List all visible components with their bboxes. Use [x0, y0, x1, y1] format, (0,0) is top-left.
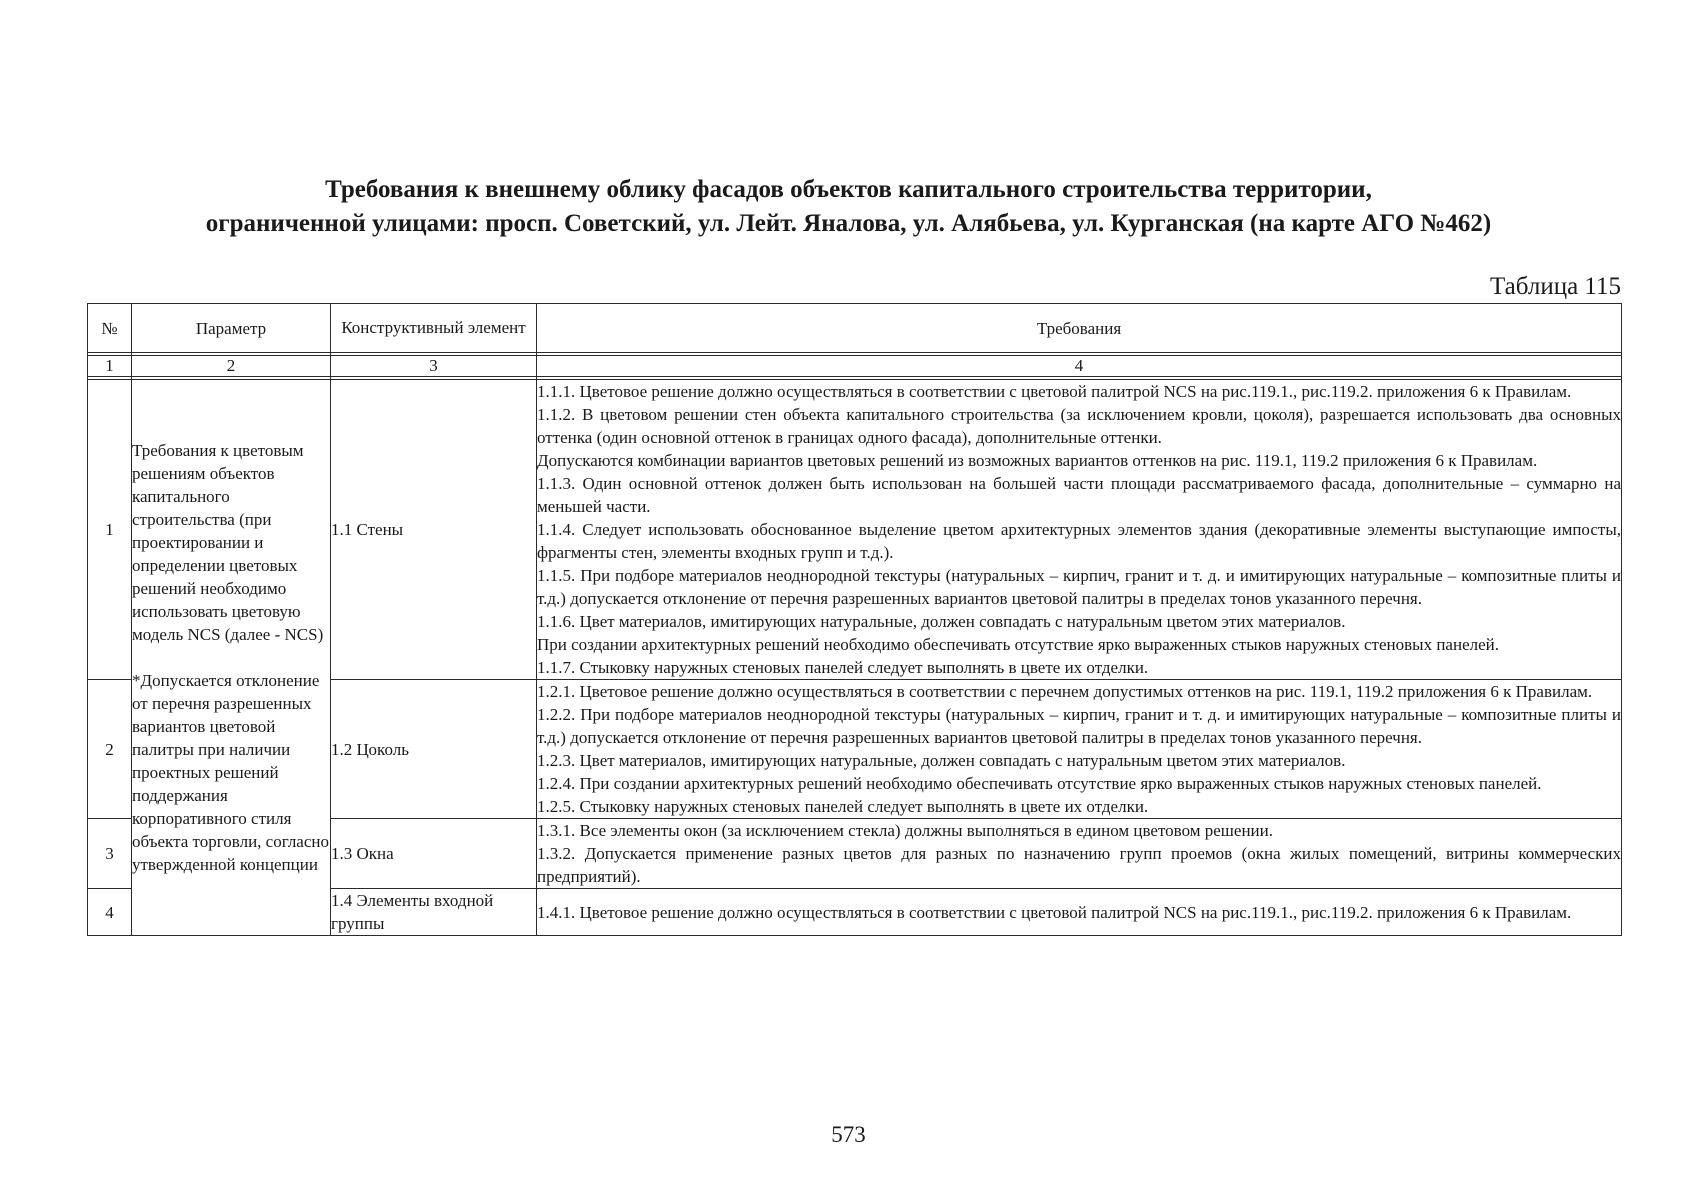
- requirement-item: 1.1.4. Следует использовать обоснованное выделение цветом архитектурных элементов здания (декоративные элементы выступающие импосты, фрагменты стен, элементы входных групп и т.д.).: [537, 520, 1621, 562]
- requirement-item: 1.1.2. В цветовом решении стен объекта капитального строительства (за исключением кровли, цоколя), разрешается использовать два основных оттенка (один основной оттенок в границах одного фасада), дополнительные оттенки.: [537, 405, 1621, 447]
- requirements-cell: [537, 680, 1622, 819]
- title-line-2: ограниченной улицами: просп. Советский, ул. Лейт. Яналова, ул. Алябьева, ул. Курганская (на карте АГО №462): [205, 210, 1492, 237]
- requirement-item: 1.4.1. Цветовое решение должно осуществляться в соответствии с цветовой палитрой NCS на рис.119.1., рис.119.2. приложения 6 к Правилам.: [537, 902, 1572, 922]
- requirement-item: 1.1.6. Цвет материалов, имитирующих натуральные, должен совпадать с натуральным цветом этих материалов.: [537, 612, 1346, 631]
- requirement-item: 1.1.3. Один основной оттенок должен быть использован на большей части площади рассматриваемого фасада, дополнительные – суммарно на меньшей части.: [537, 474, 1621, 516]
- header-number: №: [88, 304, 132, 353]
- requirement-item: 1.3.1. Все элементы окон (за исключением стекла) должны выполняться в едином цветовом решении.: [537, 821, 1273, 840]
- table-row: [88, 380, 1622, 680]
- requirement-item: При создании архитектурных решений необходимо обеспечивать отсутствие ярко выраженных стыков наружных стеновых панелей.: [537, 635, 1499, 654]
- header-parameter: Параметр: [132, 304, 331, 353]
- column-number: 4: [537, 356, 1622, 377]
- requirement-item: 1.1.7. Стыковку наружных стеновых панелей следует выполнять в цвете их отделки.: [537, 658, 1149, 677]
- parameter-text: Требования к цветовым решениям объектов капитального строительства (при проектировании и определении цветовых решений необходимо использовать цветовую модель NCS (далее - NCS): [132, 441, 324, 644]
- column-number: 3: [331, 356, 537, 377]
- table-header-row: [88, 304, 1622, 353]
- column-numbers-row: [88, 356, 1622, 377]
- requirement-item: 1.3.2. Допускается применение разных цветов для разных по назначению групп проемов (окна жилых помещений, витрины коммерческих предприятий).: [537, 844, 1621, 886]
- requirements-cell: [537, 380, 1622, 680]
- row-number: 2: [88, 680, 132, 819]
- element-cell: 1.3 Окна: [331, 819, 537, 889]
- document-title: [0, 173, 1697, 241]
- parameter-cell: [132, 380, 331, 936]
- requirement-item: 1.2.4. При создании архитектурных решений необходимо обеспечивать отсутствие ярко выраженных стыков наружных стеновых панелей.: [537, 774, 1542, 793]
- requirement-item: Допускаются комбинации вариантов цветовых решений из возможных вариантов оттенков на рис. 119.1, 119.2 приложения 6 к Правилам.: [537, 451, 1538, 470]
- element-cell: 1.4 Элементы входной группы: [331, 889, 537, 936]
- requirements-cell: [537, 819, 1622, 889]
- requirements-cell: [537, 889, 1622, 936]
- column-number: 1: [88, 356, 132, 377]
- header-element: Конструктивный элемент: [331, 304, 537, 353]
- element-cell: 1.1 Стены: [331, 380, 537, 680]
- requirement-item: 1.1.5. При подборе материалов неоднородной текстуры (натуральных – кирпич, гранит и т. д. и имитирующих натуральные – композитные плиты и т.д.) допускается отклонение от перечня разрешенных вариантов цветовой палитры в пределах тонов указанного перечня.: [537, 566, 1621, 608]
- requirement-item: 1.1.1. Цветовое решение должно осуществляться в соответствии с цветовой палитрой NCS на рис.119.1., рис.119.2. приложения 6 к Правилам.: [537, 382, 1572, 401]
- requirement-item: 1.2.5. Стыковку наружных стеновых панелей следует выполнять в цвете их отделки.: [537, 797, 1149, 816]
- element-cell: 1.2 Цоколь: [331, 680, 537, 819]
- column-number: 2: [132, 356, 331, 377]
- row-number: 1: [88, 380, 132, 680]
- header-requirements: Требования: [537, 304, 1622, 353]
- parameter-note: *Допускается отклонение от перечня разрешенных вариантов цветовой палитры при наличии проектных решений поддержания корпоративного стиля объекта торговли, согласно утвержденной концепции: [132, 671, 329, 874]
- page-number: 573: [831, 1122, 866, 1147]
- requirements-table: [87, 303, 1622, 936]
- requirement-item: 1.2.1. Цветовое решение должно осуществляться в соответствии с перечнем допустимых оттенков на рис. 119.1, 119.2 приложения 6 к Правилам.: [537, 682, 1593, 701]
- row-number: 3: [88, 819, 132, 889]
- row-number: 4: [88, 889, 132, 936]
- requirement-item: 1.2.2. При подборе материалов неоднородной текстуры (натуральных – кирпич, гранит и т. д. и имитирующих натуральные – композитные плиты и т.д.) допускается отклонение от перечня разрешенных вариантов цветовой палитры в пределах тонов указанного перечня.: [537, 705, 1621, 747]
- title-line-1: Требования к внешнему облику фасадов объектов капитального строительства территории,: [325, 176, 1372, 203]
- requirement-item: 1.2.3. Цвет материалов, имитирующих натуральные, должен совпадать с натуральным цветом этих материалов.: [537, 751, 1346, 770]
- table-label: Таблица 115: [1490, 273, 1621, 300]
